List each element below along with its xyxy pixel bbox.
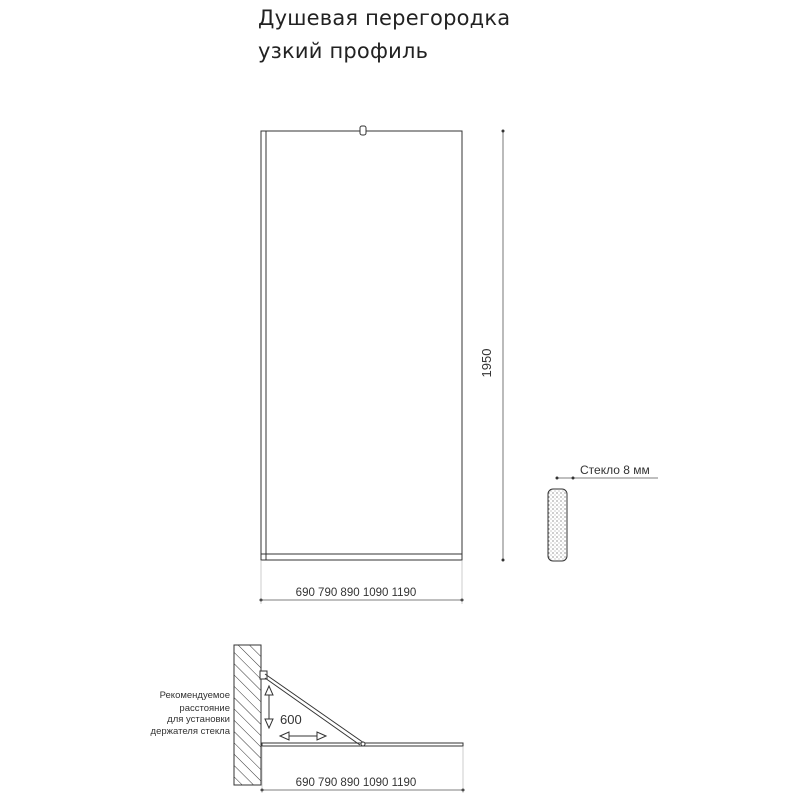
note-line-4: держателя стекла [150, 726, 230, 737]
height-dimension [479, 130, 505, 562]
wall-profile [261, 131, 266, 560]
distance-label: 600 [280, 712, 302, 727]
glass-panel [261, 131, 462, 560]
top-width-dimension [261, 746, 465, 793]
horizontal-arrow [280, 732, 326, 740]
glass-section [548, 463, 658, 561]
wall-hatched [234, 645, 261, 785]
front-view [260, 126, 505, 604]
note-line-3: для установки [167, 714, 230, 725]
note-line-2: расстояние [179, 703, 230, 714]
glass-label: Стекло 8 мм [580, 463, 650, 477]
front-width-label: 690 790 890 1090 1190 [295, 587, 417, 599]
title-line-2: узкий профиль [258, 39, 429, 63]
height-label: 1950 [479, 348, 494, 378]
title-line-1: Душевая перегородка [258, 6, 511, 30]
note-line-1: Рекомендуемое [159, 690, 230, 701]
vertical-arrow [265, 686, 273, 728]
top-width-label: 690 790 890 1090 1190 [295, 777, 417, 789]
support-rod [265, 674, 364, 743]
width-dimension [260, 560, 464, 604]
glass-section-shape [548, 489, 567, 561]
top-holder [360, 126, 366, 135]
top-view [151, 645, 465, 793]
